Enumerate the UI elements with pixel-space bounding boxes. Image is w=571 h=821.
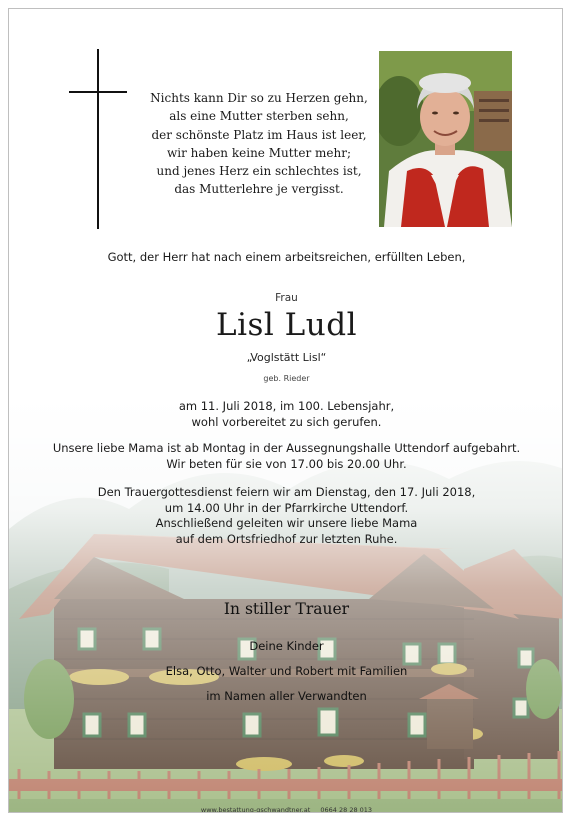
footer-phone: 0664 28 28 013 (320, 806, 373, 813)
poem (139, 89, 379, 199)
cross-icon-bar (69, 91, 127, 93)
maiden-name: geb. Rieder (263, 374, 310, 383)
poem-line: der schönste Platz im Haus ist leer, (151, 127, 367, 142)
children-label: Deine Kinder (249, 639, 324, 653)
cross-icon (97, 49, 99, 229)
poem-line: und jenes Herz ein schlechtes ist, (156, 164, 362, 179)
intro-text: Gott, der Herr hat nach einem arbeitsreichen, erfüllten Leben, (107, 250, 466, 264)
mourning-heading: In stiller Trauer (223, 600, 350, 618)
viewing-paragraph (9, 441, 563, 472)
funeral-paragraph (9, 485, 563, 547)
parte-card (8, 8, 563, 813)
poem-line: wir haben keine Mutter mehr; (166, 145, 352, 160)
paragraph-line: Anschließend geleiten wir unsere liebe Mama (155, 516, 418, 530)
paragraph-line: um 14.00 Uhr in der Pfarrkirche Uttendorf. (164, 500, 409, 515)
footer (9, 806, 563, 813)
relatives-line: im Namen aller Verwandten (206, 689, 367, 703)
honorific: Frau (275, 292, 298, 304)
poem-line: Nichts kann Dir so zu Herzen gehn, (150, 91, 368, 105)
footer-website[interactable]: www.bestattung-gschwandtner.at (200, 806, 311, 813)
paragraph-line: am 11. Juli 2018, im 100. Lebensjahr, (178, 399, 395, 413)
paragraph-line: wohl vorbereitet zu sich gerufen. (191, 414, 382, 429)
death-paragraph (9, 399, 563, 430)
paragraph-line: Wir beten für sie von 17.00 bis 20.00 Uhr. (166, 456, 407, 471)
nickname: „Voglstätt Lisl“ (246, 351, 327, 364)
paragraph-line: auf dem Ortsfriedhof zur letzten Ruhe. (175, 531, 398, 546)
poem-line: als eine Mutter sterben sehn, (169, 109, 349, 124)
portrait-photo (379, 51, 512, 227)
paragraph-line: Den Trauergottesdienst feiern wir am Dienstag, den 17. Juli 2018, (97, 485, 476, 499)
children-names: Elsa, Otto, Walter und Robert mit Familien (165, 664, 408, 678)
poem-line: das Mutterlehre je vergisst. (174, 182, 344, 197)
paragraph-line: Unsere liebe Mama ist ab Montag in der Aussegnungshalle Uttendorf aufgebahrt. (52, 441, 521, 455)
deceased-name: Lisl Ludl (216, 307, 357, 343)
